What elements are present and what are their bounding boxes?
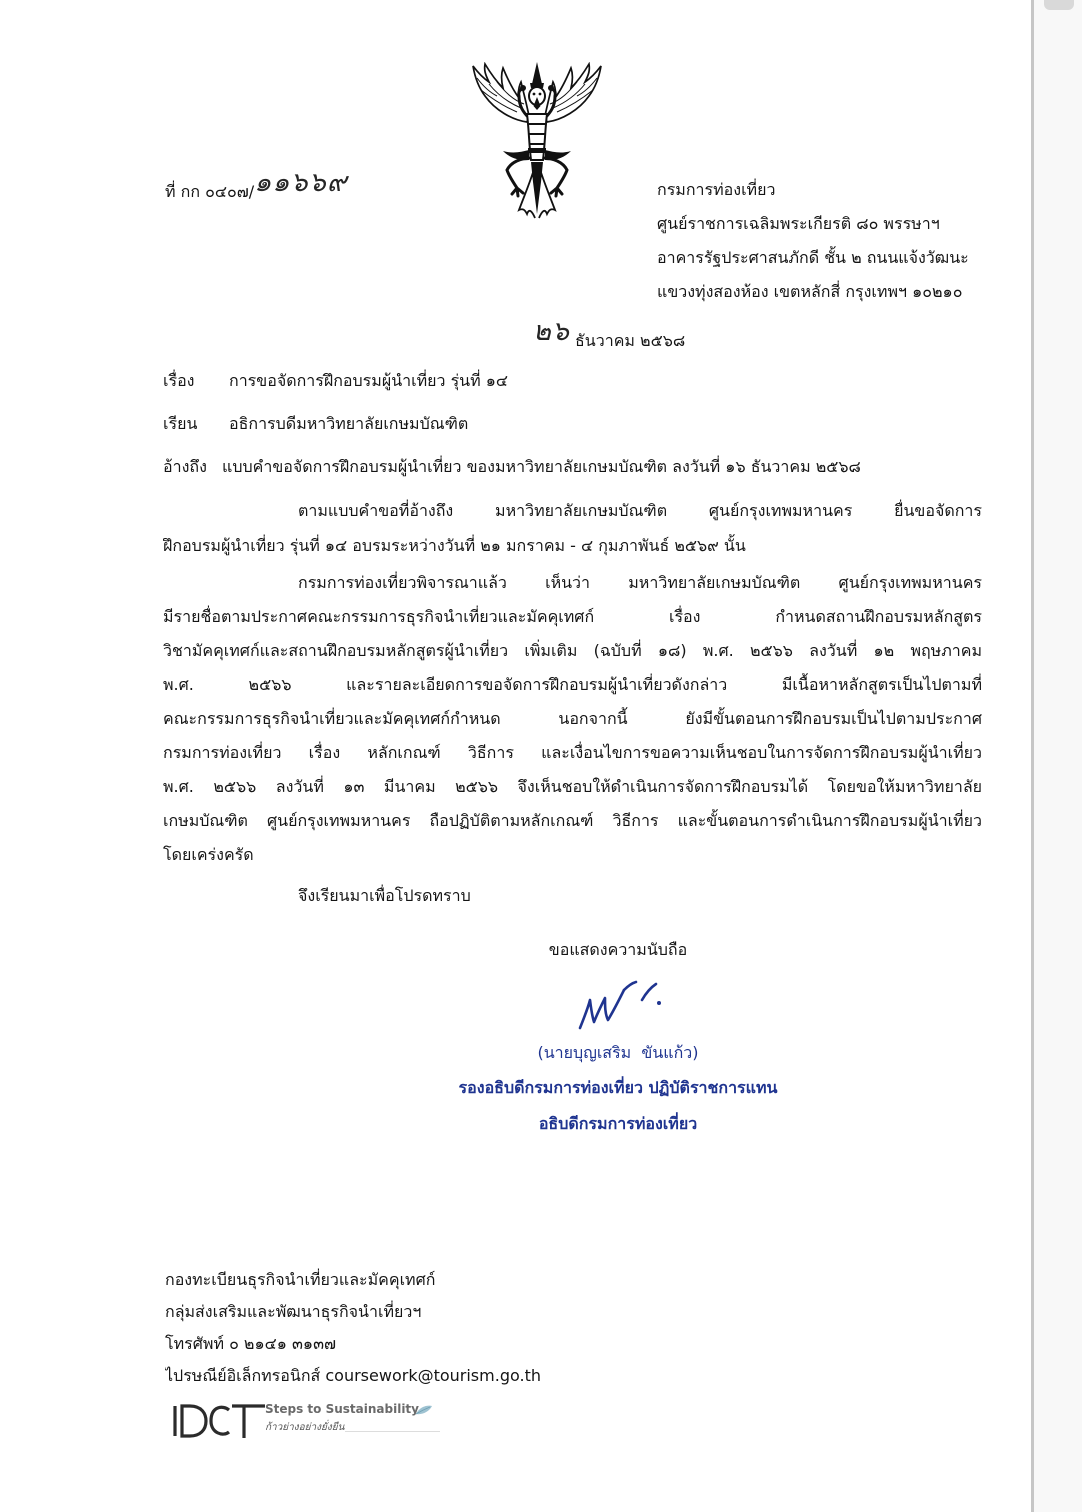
reference-line [163, 450, 861, 484]
page-edge-line [1031, 0, 1034, 1512]
garuda-emblem-icon [467, 62, 607, 222]
signatory-position-on-behalf: อธิบดีกรมการท่องเที่ยว [538, 1114, 698, 1133]
document-number [165, 167, 348, 209]
sender-address-line: แขวงทุ่งสองห้อง เขตหลักสี่ กรุงเทพฯ ๑๐๒๑๐ [657, 282, 963, 301]
phone-label: โทรศัพท์ [165, 1334, 224, 1353]
date-month-year: ธันวาคม ๒๕๖๘ [575, 331, 686, 350]
document-number-prefix: ที่ กก ๐๔๐๗/ [165, 182, 255, 201]
footer-group: กลุ่มส่งเสริมและพัฒนาธุรกิจนำเที่ยวฯ [165, 1302, 422, 1321]
footer-phone [165, 1328, 541, 1360]
recipient-line [163, 407, 468, 441]
body-paragraph-2 [163, 566, 982, 872]
closing-line: จึงเรียนมาเพื่อโปรดทราบ [298, 886, 471, 905]
letter-date [533, 316, 686, 358]
paragraph-line: ตามแบบคำขอที่อ้างถึง มหาวิทยาลัยเกษมบัณฑิต ศูนย์กรุงเทพมหานคร ยื่นขอจัดการ [298, 501, 982, 520]
paragraph-line: พ.ศ. ๒๕๖๖ ลงวันที่ ๑๓ มีนาคม ๒๕๖๖ จึงเห็นชอบให้ดำเนินการจัดการฝึกอบรมได้ โดยขอให้มหาวิทยาลัย [163, 777, 982, 796]
subject-line [163, 364, 508, 398]
footer-division: กองทะเบียนธุรกิจนำเที่ยวและมัคคุเทศก์ [165, 1270, 436, 1289]
logo-tagline-english: Steps to Sustainability [265, 1402, 419, 1416]
paragraph-line: มีรายชื่อตามประกาศคณะกรรมการธุรกิจนำเที่ยวและมัคคุเทศก์ เรื่อง กำหนดสถานฝึกอบรมหลักสูตร [163, 607, 982, 626]
sender-address-line: ศูนย์ราชการเฉลิมพระเกียรติ ๘๐ พรรษาฯ [657, 214, 940, 233]
signatory-position: รองอธิบดีกรมการท่องเที่ยว ปฏิบัติราชการแทน [458, 1078, 778, 1097]
email-address: coursework@tourism.go.th [325, 1366, 541, 1385]
date-day-handwritten: ๒๖ [533, 316, 570, 347]
signatory-name: (นายบุญเสริม ขันแก้ว) [537, 1043, 699, 1062]
reference-text: แบบคำขอจัดการฝึกอบรมผู้นำเที่ยว ของมหาวิทยาลัยเกษมบัณฑิต ลงวันที่ ๑๖ ธันวาคม ๒๕๖๘ [222, 457, 861, 476]
paragraph-line: วิชามัคคุเทศก์และสถานฝึกอบรมหลักสูตรผู้นำเที่ยว เพิ่มเติม (ฉบับที่ ๑๘) พ.ศ. ๒๕๖๖ ลงวันที่ ๑๒ พฤษภาคม [163, 641, 982, 660]
scan-corner-mark [1044, 0, 1074, 10]
paragraph-line: คณะกรรมการธุรกิจนำเที่ยวและมัคคุเทศก์กำหนด นอกจากนี้ ยังมีขั้นตอนการฝึกอบรมเป็นไปตามประกาศ [163, 709, 982, 728]
handwritten-signature-icon [572, 978, 672, 1036]
logo-swoosh [345, 1431, 440, 1432]
leaf-icon [414, 1404, 434, 1416]
footer-email [165, 1360, 541, 1392]
subject-text: การขอจัดการฝึกอบรมผู้นำเที่ยว รุ่นที่ ๑๔ [229, 371, 508, 390]
paragraph-line: กรมการท่องเที่ยว เรื่อง หลักเกณฑ์ วิธีการ และเงื่อนไขการขอความเห็นชอบในการจัดการฝึกอบรมผู้นำเที่ยว [163, 743, 982, 762]
complimentary-close: ขอแสดงความนับถือ [548, 940, 688, 959]
sender-address [657, 173, 1027, 309]
paragraph-line: กรมการท่องเที่ยวพิจารณาแล้ว เห็นว่า มหาวิทยาลัยเกษมบัณฑิต ศูนย์กรุงเทพมหานคร [298, 573, 982, 592]
paragraph-line: โดยเคร่งครัด [163, 845, 254, 864]
dot-logo [172, 1400, 267, 1442]
phone-number: ๐ ๒๑๔๑ ๓๑๓๗ [229, 1334, 337, 1353]
recipient-text: อธิการบดีมหาวิทยาลัยเกษมบัณฑิต [229, 414, 469, 433]
recipient-label: เรียน [163, 414, 198, 433]
logo-tagline-thai: ก้าวย่างอย่างยั่งยืน [265, 1422, 345, 1433]
reference-label: อ้างถึง [163, 457, 207, 476]
footer-contact [165, 1264, 541, 1392]
scan-margin [1034, 0, 1082, 1512]
paragraph-line: พ.ศ. ๒๕๖๖ และรายละเอียดการขอจัดการฝึกอบรมผู้นำเที่ยวดังกล่าว มีเนื้อหาหลักสูตรเป็นไปตามที่ [163, 675, 982, 694]
email-label: ไปรษณีย์อิเล็กทรอนิกส์ [165, 1366, 321, 1385]
sender-address-line: อาคารรัฐประศาสนภักดี ชั้น ๒ ถนนแจ้งวัฒนะ [657, 248, 969, 267]
document-number-handwritten: ๑๑๖๖๙ [254, 167, 348, 198]
body-paragraph-1 [163, 493, 982, 563]
subject-label: เรื่อง [163, 371, 195, 390]
paragraph-line: เกษมบัณฑิต ศูนย์กรุงเทพมหานคร ถือปฏิบัติตามหลักเกณฑ์ วิธีการ และขั้นตอนการดำเนินการฝึกอบรมผู้นำเที่ยว [163, 811, 982, 830]
sender-address-line: กรมการท่องเที่ยว [657, 180, 776, 199]
paragraph-line: ฝึกอบรมผู้นำเที่ยว รุ่นที่ ๑๔ อบรมระหว่างวันที่ ๒๑ มกราคม - ๔ กุมภาพันธ์ ๒๕๖๙ นั้น [163, 536, 746, 555]
